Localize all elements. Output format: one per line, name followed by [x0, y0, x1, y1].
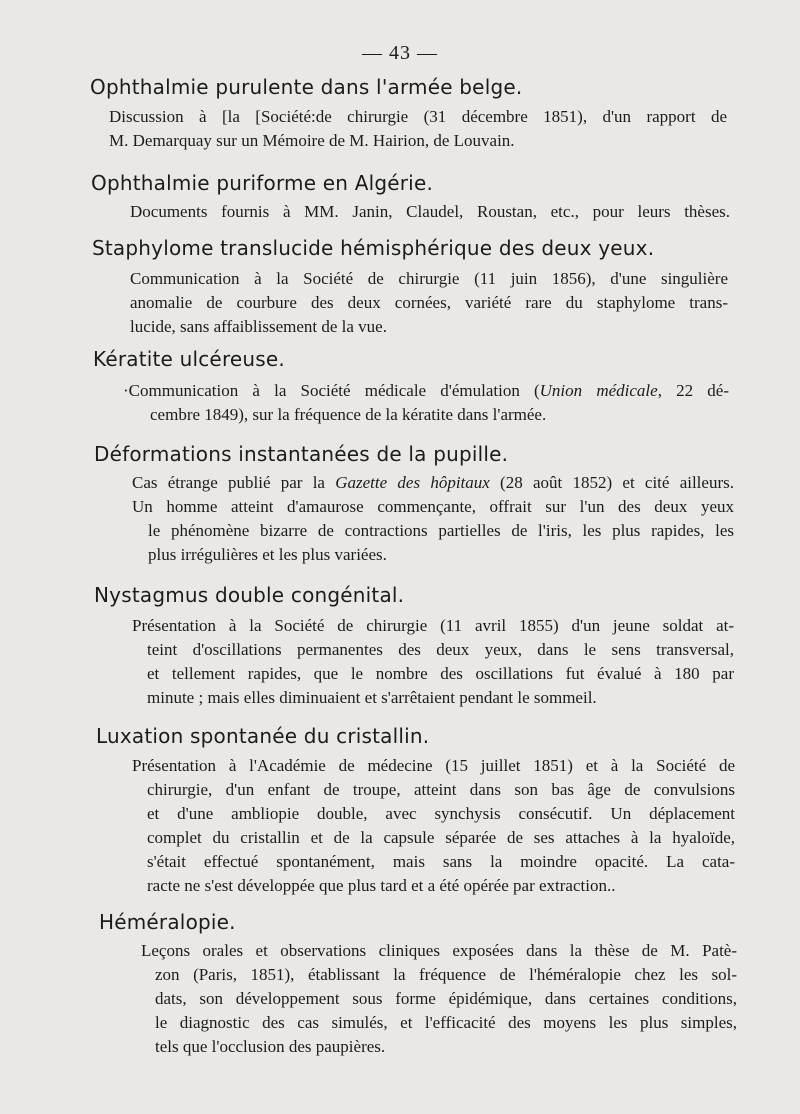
entry-luxation: [0, 723, 800, 898]
entry-line: M. Demarquay sur un Mémoire de M. Hairion, de Louvain.: [109, 131, 515, 150]
entry-line: dats, son développement sous forme épidémique, dans certaines conditions,: [155, 989, 737, 1008]
entry-keratite: [0, 346, 800, 427]
page-number: — 43 —: [362, 42, 438, 64]
entry-line: Présentation à la Société de chirurgie (11 avril 1855) d'un jeune soldat at-: [132, 616, 734, 635]
entry-line: et tellement rapides, que le nombre des oscillations fut évalué à 180 par: [147, 664, 734, 683]
entry-body: [132, 471, 734, 567]
entry-staphylome: [0, 235, 800, 339]
entry-line: chirurgie, d'un enfant de troupe, atteint dans son bas âge de convulsions: [147, 780, 735, 799]
entry-title: Luxation spontanée du cristallin.: [96, 724, 430, 748]
entry-line: [132, 471, 734, 495]
entry-line: anomalie de courbure des deux cornées, variété rare du staphylome trans-: [130, 293, 728, 312]
entry-body: [132, 614, 734, 710]
entry-title: Déformations instantanées de la pupille.: [94, 442, 509, 466]
entry-text: , 22 dé-: [657, 381, 729, 400]
entry-title: Ophthalmie purulente dans l'armée belge.: [90, 75, 523, 99]
entry-line: le diagnostic des cas simulés, et l'efficacité des moyens les plus simples,: [155, 1013, 737, 1032]
journal-title: Union médicale: [539, 381, 658, 400]
entry-line: et d'une ambliopie double, avec synchysis consécutif. Un déplacement: [147, 804, 735, 823]
entry-body: [132, 754, 735, 898]
journal-title: Gazette des hôpitaux: [335, 473, 490, 492]
entry-line: Présentation à l'Académie de médecine (15 juillet 1851) et à la Société de: [132, 756, 735, 775]
entry-text: (28 août 1852) et cité ailleurs.: [489, 473, 734, 492]
entry-line: plus irrégulières et les plus variées.: [148, 545, 387, 564]
entry-line: Leçons orales et observations cliniques exposées dans la thèse de M. Patè-: [141, 941, 737, 960]
entry-line: complet du cristallin et de la capsule séparée de ses attaches à la hyaloïde,: [147, 828, 735, 847]
entry-body: [109, 105, 727, 153]
entry-body: [130, 267, 728, 339]
entry-body: [130, 200, 730, 224]
entry-line: lucide, sans affaiblissement de la vue.: [130, 317, 387, 336]
entry-body: [141, 939, 737, 1059]
entry-line: Discussion à [la [Société:de chirurgie (31 décembre 1851), d'un rapport de: [109, 107, 727, 126]
entry-line: teint d'oscillations permanentes des deux yeux, dans le sens transversal,: [147, 640, 734, 659]
entry-nystagmus: [0, 582, 800, 710]
entry-title: Staphylome translucide hémisphérique des deux yeux.: [92, 236, 655, 260]
entry-line: minute ; mais elles diminuaient et s'arrêtaient pendant le sommeil.: [147, 688, 597, 707]
entry-hemeralopie: [0, 909, 800, 1059]
entry-title: Ophthalmie puriforme en Algérie.: [91, 171, 434, 195]
entry-ophthalmie-purulente: [0, 74, 800, 153]
entry-line: Un homme atteint d'amaurose commençante, offrait sur l'un des deux yeux: [132, 497, 734, 516]
entry-text: Cas étrange publié par la: [132, 473, 336, 492]
entry-ophthalmie-puriforme: [0, 170, 800, 224]
entry-title: Kératite ulcéreuse.: [93, 347, 285, 371]
entry-line: s'était effectué spontanément, mais sans la moindre opacité. La cata-: [147, 852, 735, 871]
entry-line: tels que l'occlusion des paupières.: [155, 1037, 386, 1056]
entry-title: Nystagmus double congénital.: [94, 583, 405, 607]
entry-line: Documents fournis à MM. Janin, Claudel, Roustan, etc., pour leurs thèses.: [130, 202, 730, 221]
entry-line: racte ne s'est développée que plus tard et a été opérée par extraction..: [147, 876, 616, 895]
entry-line: [123, 379, 729, 403]
entry-title: Héméralopie.: [99, 910, 236, 934]
entry-text: ·Communication à la Société médicale d'émulation (: [123, 381, 540, 400]
entry-body: [123, 379, 729, 427]
entry-deformations: [0, 441, 800, 567]
entry-line: le phénomène bizarre de contractions partielles de l'iris, les plus rapides, les: [148, 521, 734, 540]
entry-line: zon (Paris, 1851), établissant la fréquence de l'héméralopie chez les sol-: [155, 965, 737, 984]
entry-line: Communication à la Société de chirurgie (11 juin 1856), d'une singulière: [130, 269, 728, 288]
entry-line: cembre 1849), sur la fréquence de la kératite dans l'armée.: [150, 405, 547, 424]
